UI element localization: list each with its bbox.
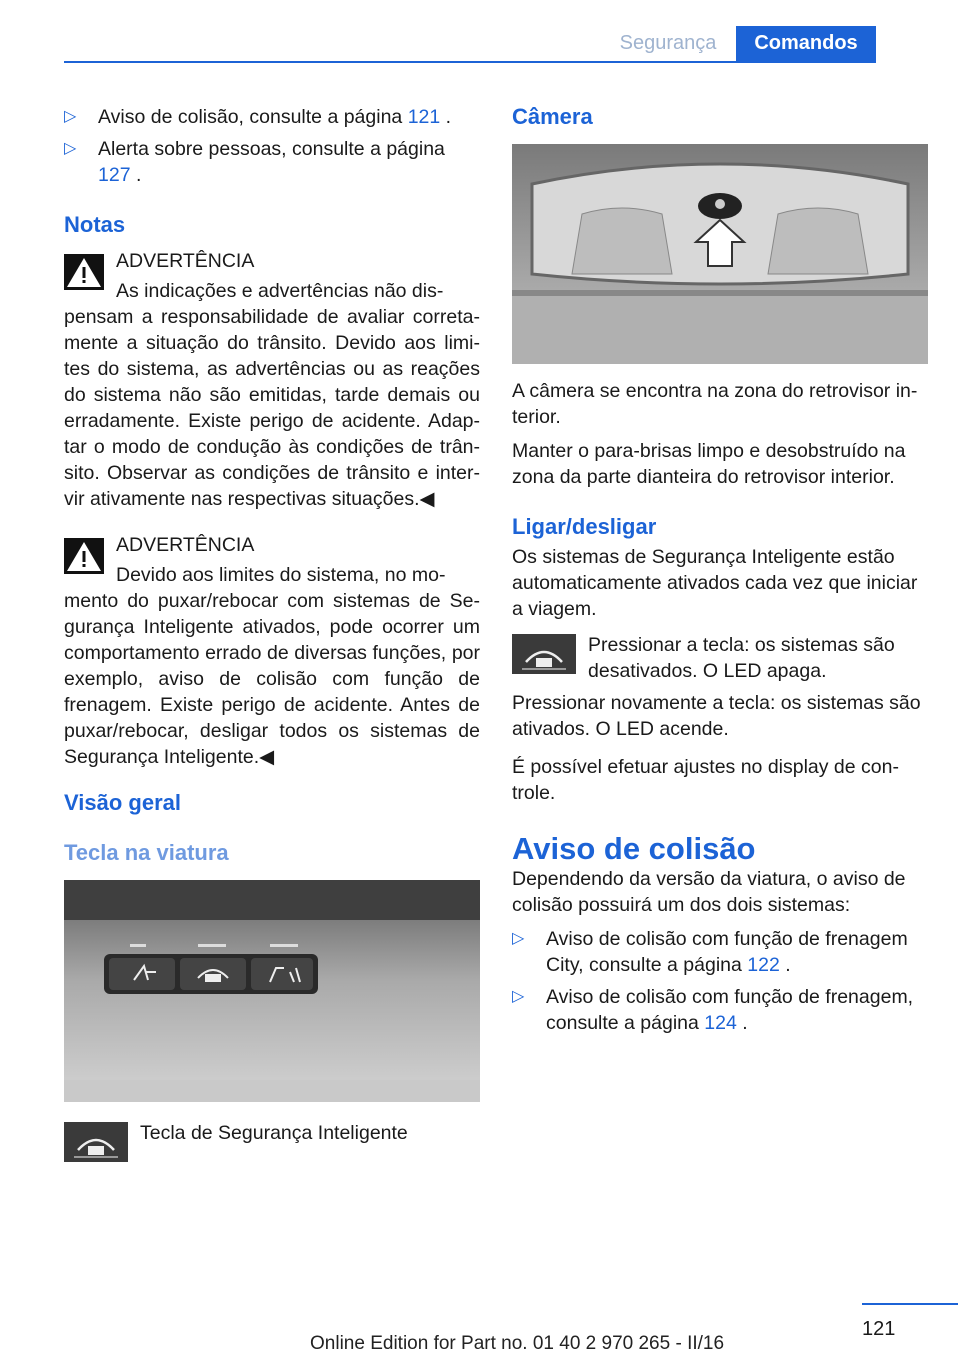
onoff-key-row	[512, 632, 928, 684]
warning-title: ADVERTÊNCIA	[116, 250, 255, 272]
header-tab-section[interactable]: Segurança	[619, 32, 717, 54]
safety-key-icon	[64, 1122, 128, 1162]
onoff-text: É possível efetuar ajustes no display de con-trole.	[512, 756, 899, 804]
edition-footer: Online Edition for Part no. 01 40 2 970 265 - II/16	[310, 1333, 725, 1354]
warning-first-line: As indicações e advertências não dis-	[116, 280, 444, 302]
collision-text: Dependendo da versão da viatura, o aviso de colisão possuirá um dos dois sistemas:	[512, 868, 906, 916]
camera-heading: Câmera	[512, 104, 593, 129]
list-item: ▷ Aviso de colisão com função de frenagem City, consulte a página 122 .	[512, 928, 908, 976]
warning-block-2	[64, 532, 480, 770]
onoff-text: Os sistemas de Segurança Inteligente estão automaticamente ativados cada vez que iniciar a viagem.	[512, 546, 918, 620]
bullet-triangle-icon: ▷	[64, 140, 77, 157]
notes-heading: Notas	[64, 212, 126, 237]
key-heading: Tecla na viatura	[64, 840, 229, 865]
bullet-triangle-icon: ▷	[512, 988, 525, 1005]
warning-first-line: Devido aos limites do sistema, no mo-	[116, 564, 446, 586]
page-link[interactable]: 122	[747, 954, 780, 976]
camera-text: A câmera se encontra na zona do retrovisor in-terior.	[512, 380, 918, 428]
list-item: ▷ Aviso de colisão, consulte a página 121 .	[64, 106, 452, 128]
warning-icon	[64, 254, 104, 290]
header-rule	[64, 61, 876, 63]
warning-text: mento do puxar/rebocar com sistemas de Se-gurança Inteligente ativados, pode ocorrer um comportamento errado de diversas funções, por exemplo, aviso de colisão com função de frenagem. Existe perigo de acidente. Antes de puxar/rebocar, desligar todos os sistemas de Segurança Inteligente.◀	[64, 590, 480, 768]
footer-rule	[862, 1303, 958, 1305]
onoff-heading: Ligar/desligar	[512, 514, 657, 539]
header-tab-chapter[interactable]: Comandos	[736, 26, 876, 62]
bullet-triangle-icon: ▷	[512, 930, 525, 947]
onoff-key-text: Pressionar a tecla: os sistemas são desativados. O LED apaga.	[588, 634, 895, 682]
overview-heading: Visão geral	[64, 790, 181, 815]
page-link[interactable]: 127	[98, 164, 131, 186]
collision-heading: Aviso de colisão	[512, 831, 756, 866]
safety-key-icon	[512, 634, 576, 674]
camera-text: Manter o para-brisas limpo e desobstruído na zona da parte dianteira do retrovisor interior.	[512, 440, 906, 488]
camera-photo	[512, 144, 928, 364]
warning-icon	[64, 538, 104, 574]
key-photo	[64, 880, 480, 1102]
key-caption: Tecla de Segurança Inteligente	[140, 1122, 408, 1144]
onoff-text: Pressionar novamente a tecla: os sistemas são ativados. O LED acende.	[512, 692, 921, 740]
warning-block-1	[64, 248, 480, 512]
bullet-triangle-icon: ▷	[64, 108, 77, 125]
list-item: ▷ Aviso de colisão com função de frenagem, consulte a página 124 .	[512, 986, 914, 1034]
warning-text: pensam a responsabilidade de avaliar correta-mente a situação do trânsito. Devido aos limi-tes do sistema, as advertências ou as reações do sistema não são emitidas, tarde demais ou erradamente. Existe perigo de acidente. Adap-tar o modo de condução às condições de trân-sito. Observar as condições de trânsito e inter-vir ativamente nas respectivas situações.◀	[64, 306, 480, 510]
page-link[interactable]: 121	[407, 106, 441, 128]
warning-title: ADVERTÊNCIA	[116, 534, 255, 556]
page-number: 121	[862, 1318, 896, 1340]
list-item: ▷ Alerta sobre pessoas, consulte a página 127 .	[64, 138, 445, 186]
page-link[interactable]: 124	[704, 1012, 737, 1034]
right-column	[512, 378, 928, 1042]
left-column	[64, 104, 480, 770]
